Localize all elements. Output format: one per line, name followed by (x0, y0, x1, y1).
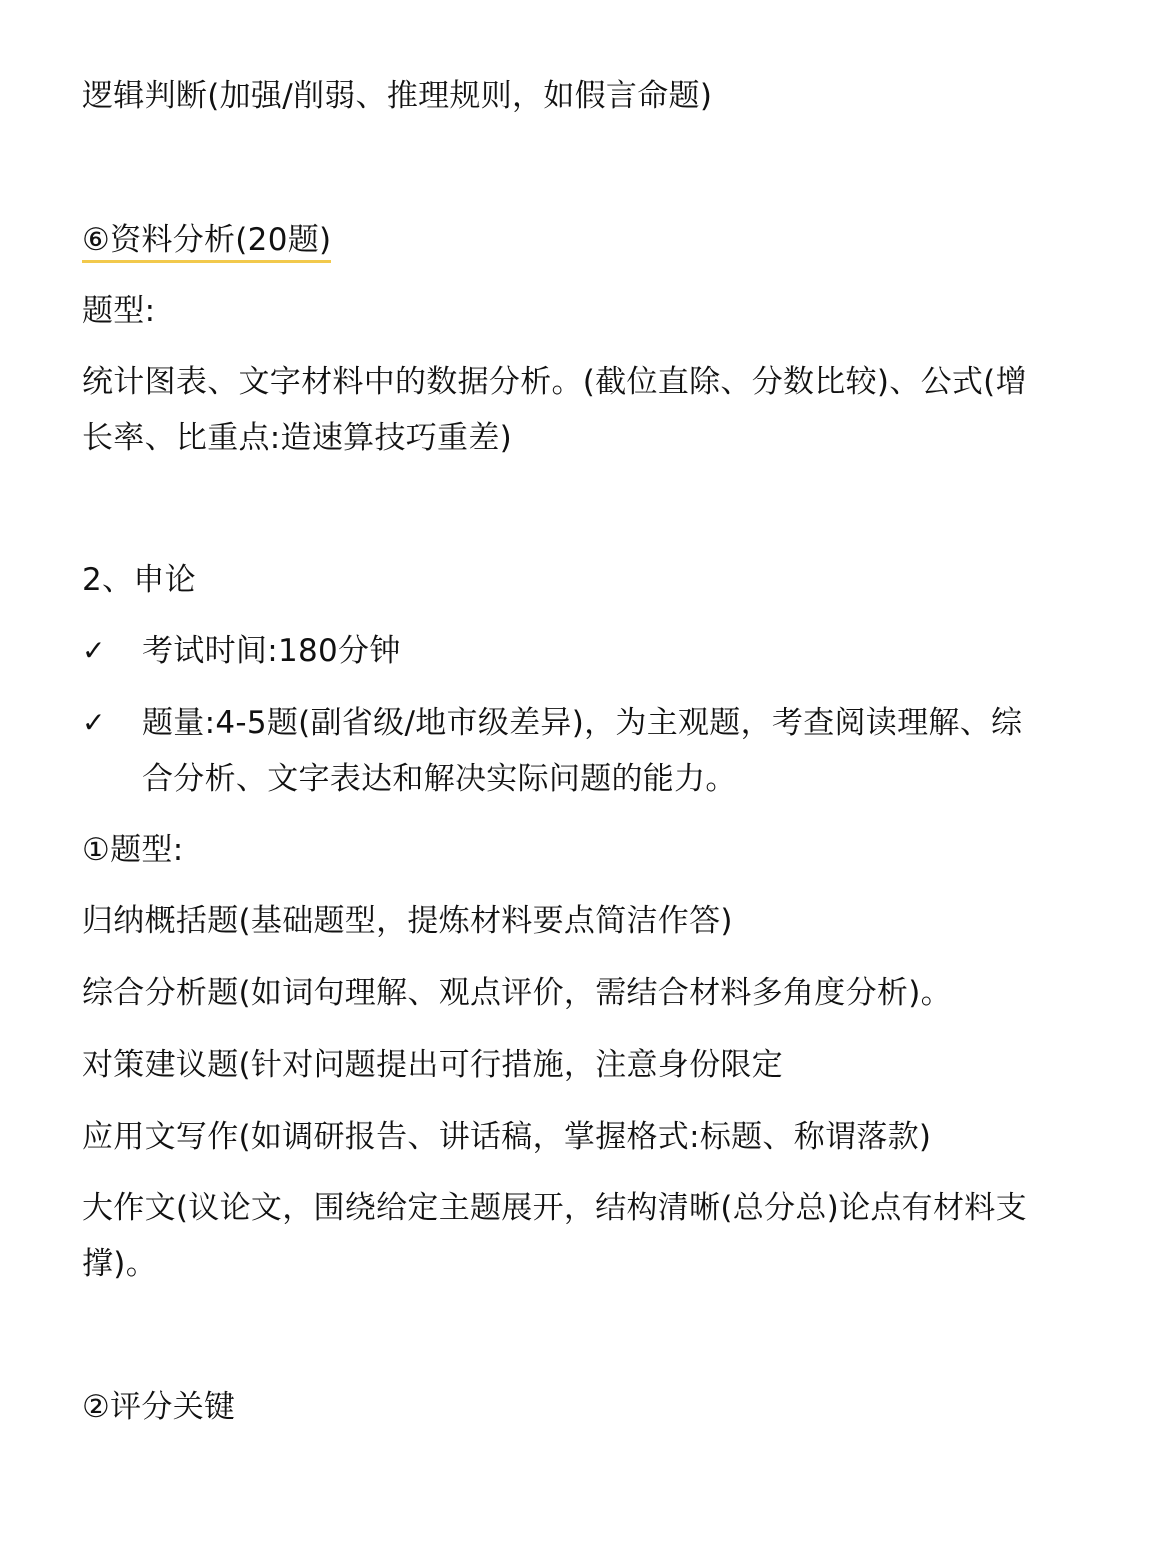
checkmark-icon: ✓ (82, 706, 106, 739)
section-6-title-text: ⑥资料分析(20题) (82, 222, 331, 263)
checkmark-icon: ✓ (82, 634, 106, 667)
question-type-item-4: 应用文写作(如调研报告、讲话稿，掌握格式:标题、称谓落款) (82, 1119, 932, 1155)
section-6-question-type-label: 题型: (82, 293, 156, 329)
section-6-description-line-2: 长率、比重点:造速算技巧重差) (82, 420, 513, 456)
section-6-description-line-1: 统计图表、文字材料中的数据分析。(截位直除、分数比较)、公式(增 (82, 364, 1027, 400)
question-type-item-5-line-1: 大作文(议论文，围绕给定主题展开，结构清晰(总分总)论点有材料支 (82, 1190, 1027, 1226)
question-type-item-2: 综合分析题(如词句理解、观点评价，需结合材料多角度分析)。 (82, 975, 952, 1011)
question-type-item-1: 归纳概括题(基础题型，提炼材料要点简洁作答) (82, 903, 733, 939)
question-type-item-5-line-2: 撑)。 (82, 1246, 157, 1282)
logic-judgment-line: 逻辑判断(加强/削弱、推理规则，如假言命题) (82, 78, 713, 114)
subsection-2-title: ②评分关键 (82, 1389, 236, 1425)
bullet-question-quantity-text-2: 合分析、文字表达和解决实际问题的能力。 (142, 761, 737, 797)
bullet-question-quantity-text-1: 题量:4-5题(副省级/地市级差异)，为主观题，考查阅读理解、综 (142, 705, 1023, 741)
bullet-exam-time-text: 考试时间:180分钟 (142, 633, 401, 669)
part-2-title: 2、申论 (82, 562, 196, 598)
section-6-title (82, 222, 331, 263)
subsection-1-title: ①题型: (82, 832, 184, 868)
question-type-item-3: 对策建议题(针对问题提出可行措施，注意身份限定 (82, 1047, 783, 1083)
